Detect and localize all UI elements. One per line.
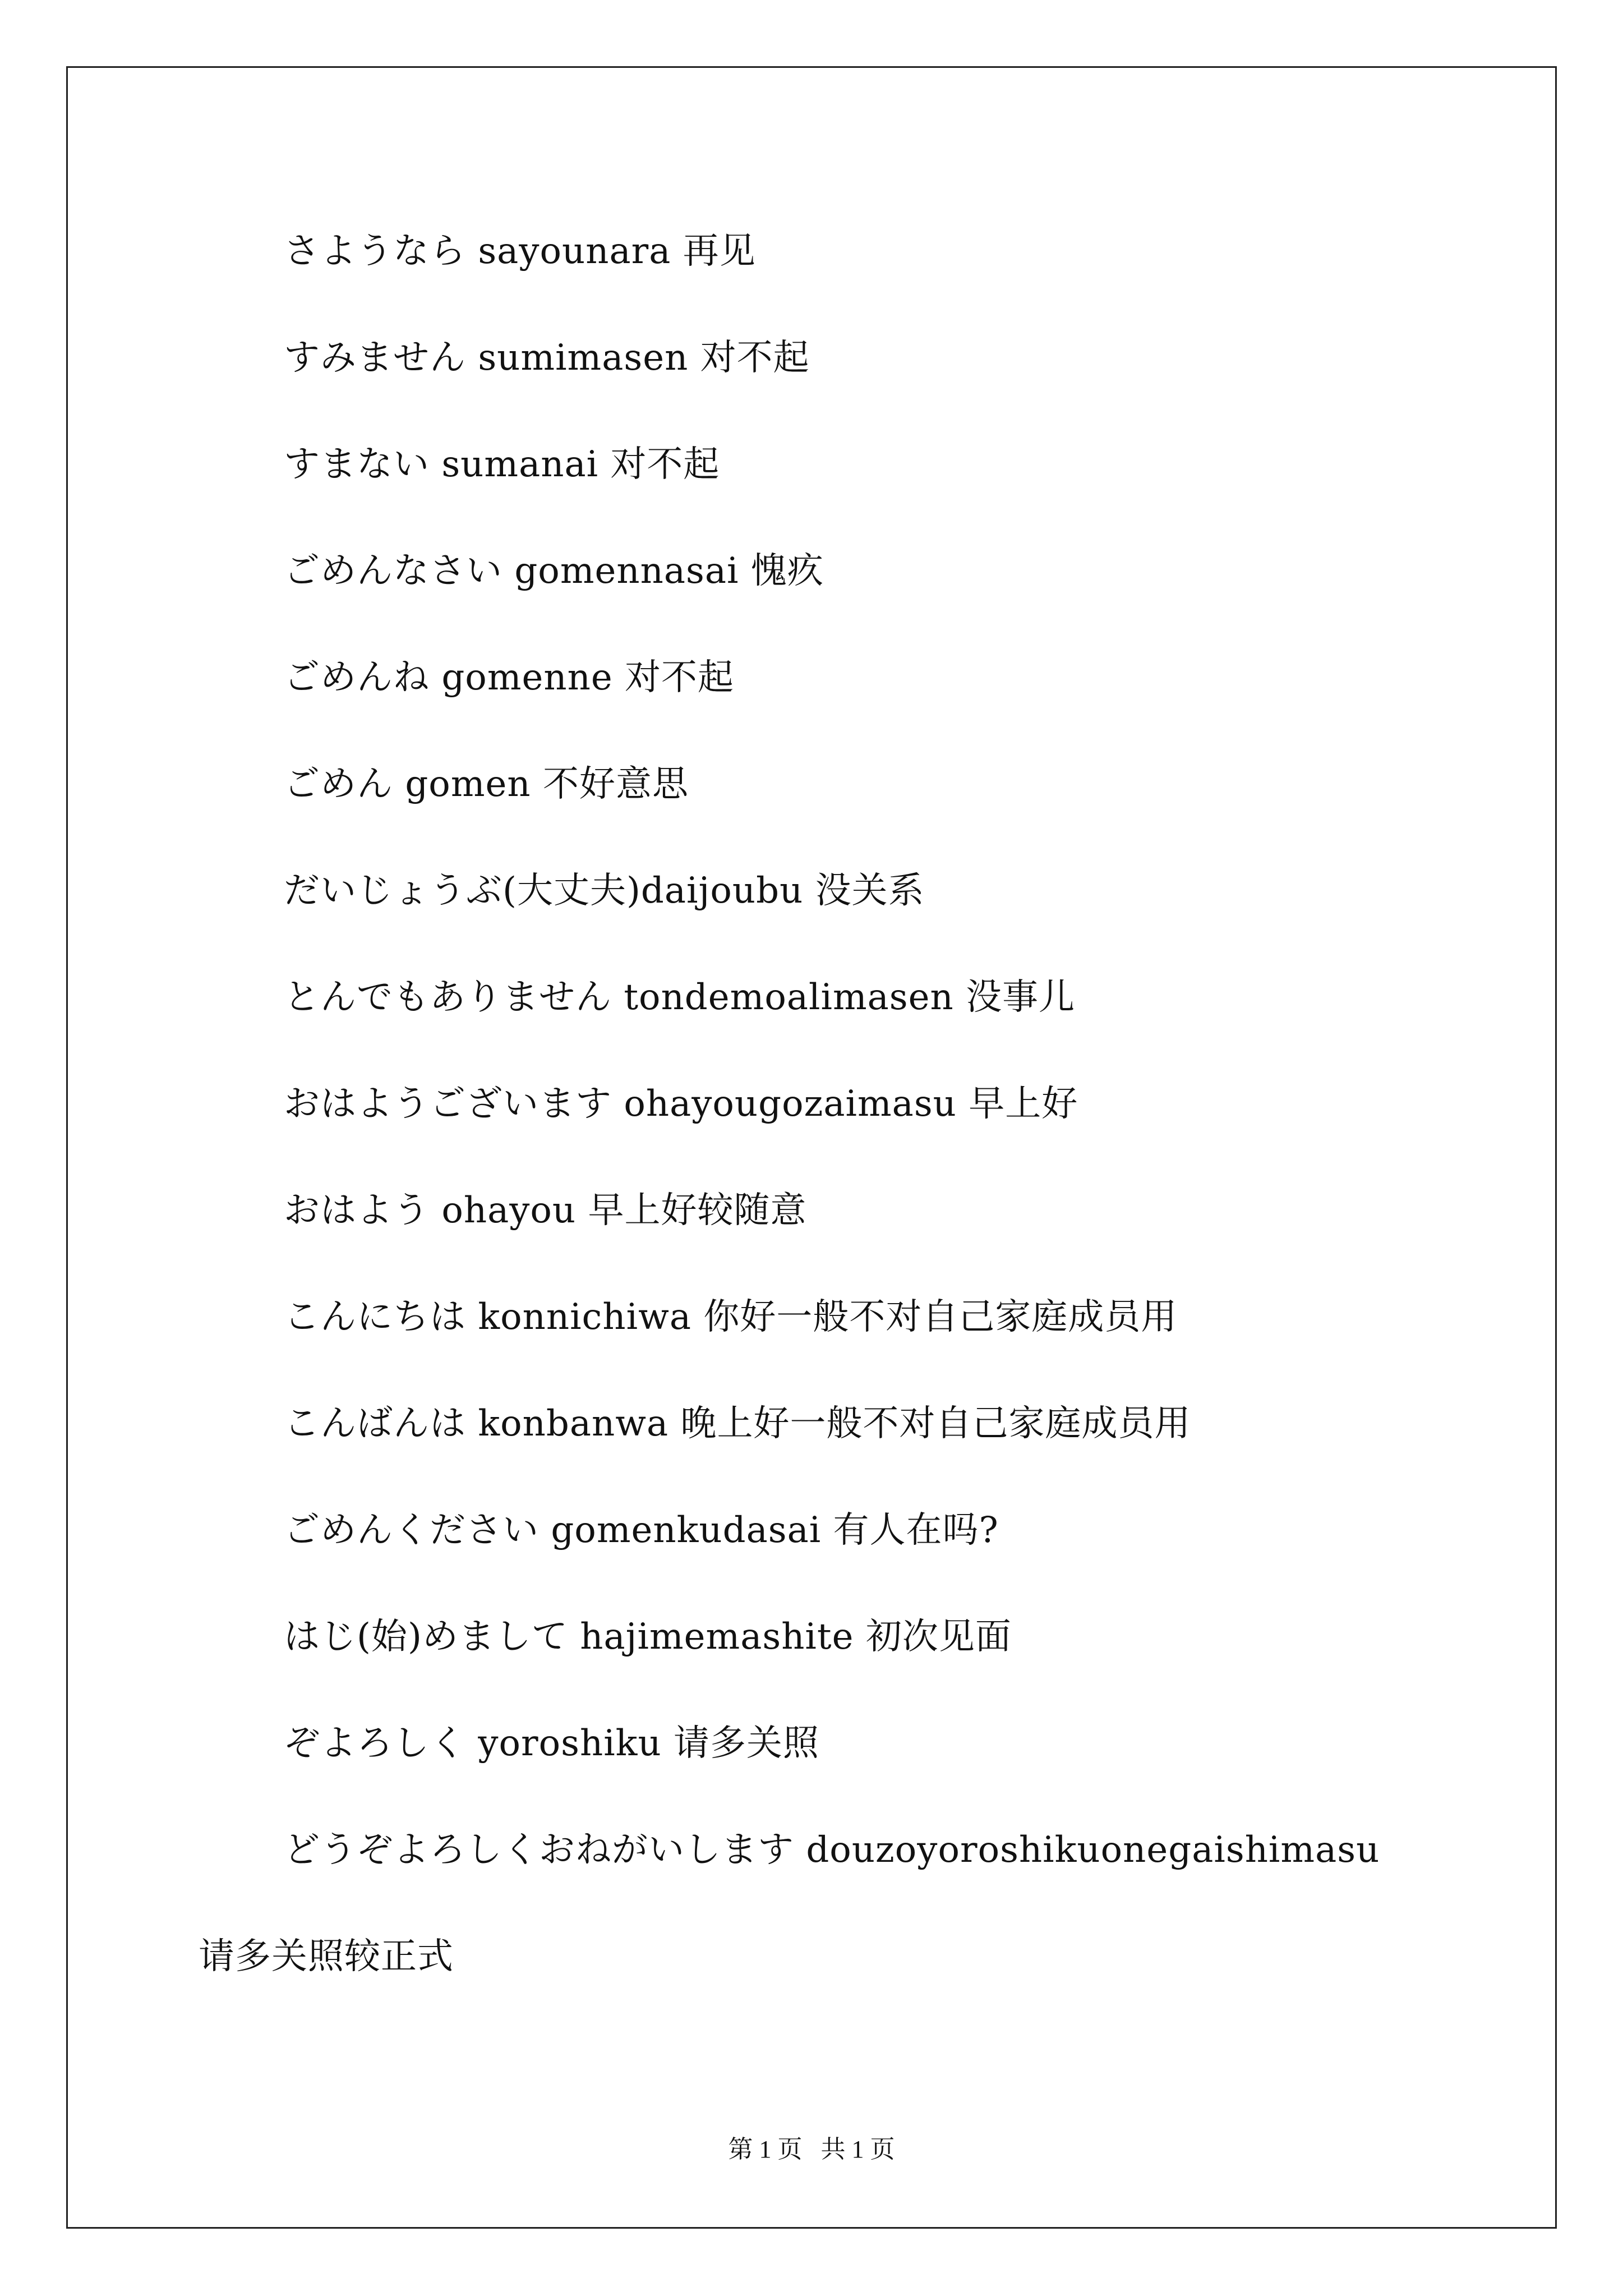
phrase-line-sumanai: すまない sumanai 对不起 — [284, 444, 720, 485]
phrase-line-yoroshiku: ぞよろしく yoroshiku 请多关照 — [284, 1723, 820, 1764]
phrase-line-konnichiwa: こんにちは konnichiwa 你好一般不对自己家庭成员用 — [284, 1296, 1178, 1338]
phrase-line-gomen: ごめん gomen 不好意思 — [284, 763, 689, 805]
phrase-line-hajimemashite: はじ(始)めまして hajimemashite 初次见面 — [284, 1616, 1012, 1658]
phrase-line-gomennasai: ごめんなさい gomennasai 愧疚 — [284, 550, 824, 592]
phrase-line-daijoubu: だいじょうぶ(大丈夫)daijoubu 没关系 — [284, 870, 925, 912]
phrase-line-gomenne: ごめんね gomenne 对不起 — [284, 657, 735, 698]
document-page — [66, 66, 1557, 2229]
phrase-line-tondemoalimasen: とんでもありません tondemoalimasen 没事儿 — [284, 977, 1076, 1018]
phrase-line-sumimasen: すみません sumimasen 对不起 — [284, 337, 810, 379]
phrase-line-douzoyoroshiku-continued: 请多关照较正式 — [199, 1936, 454, 1977]
phrase-line-konbanwa: こんばんは konbanwa 晚上好一般不对自己家庭成员用 — [284, 1403, 1191, 1444]
phrase-line-ohayou: おはよう ohayou 早上好较随意 — [284, 1190, 807, 1231]
phrase-line-ohayougozaimasu: おはようございます ohayougozaimasu 早上好 — [284, 1083, 1078, 1125]
phrase-line-douzoyoroshiku: どうぞよろしくおねがいします douzoyoroshikuonegaishimasu — [284, 1829, 1380, 1871]
phrase-line-sayounara: さようなら sayounara 再见 — [284, 231, 756, 272]
phrase-line-gomenkudasai: ごめんください gomenkudasai 有人在吗? — [284, 1510, 999, 1551]
page-number-footer: 第 1 页 共 1 页 — [728, 2136, 895, 2163]
